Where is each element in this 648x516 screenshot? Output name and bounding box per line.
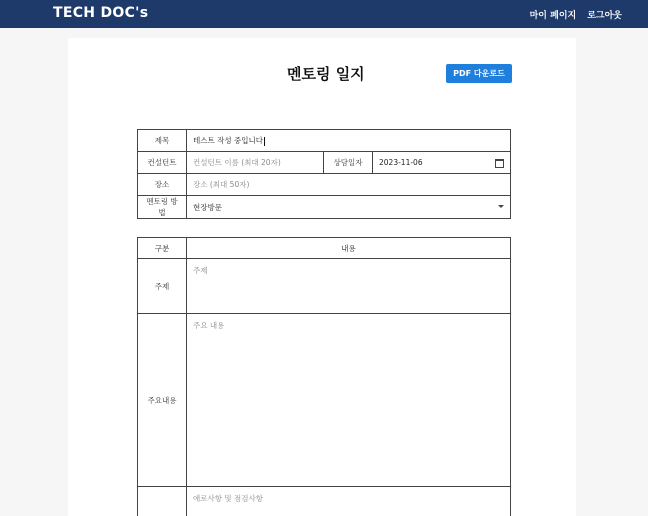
main-content-label: 주요내용 — [138, 314, 187, 487]
issues-label — [138, 487, 187, 516]
topic-label: 주제 — [138, 259, 187, 314]
title-label: 제목 — [138, 130, 187, 152]
method-select[interactable] — [187, 196, 511, 219]
chevron-down-icon — [498, 205, 504, 208]
logout-link[interactable]: 로그아웃 — [587, 11, 622, 21]
my-page-link[interactable]: 마이 페이지 — [529, 11, 577, 21]
top-navbar — [0, 0, 648, 28]
nav-links — [530, 8, 622, 21]
main-content-textarea[interactable] — [187, 314, 511, 487]
text-caret — [264, 137, 265, 146]
issues-textarea[interactable] — [187, 487, 511, 516]
calendar-icon[interactable] — [495, 159, 504, 168]
info-table — [137, 129, 511, 219]
date-input[interactable] — [373, 152, 511, 174]
main-content-placeholder: 주요 내용 — [193, 321, 225, 330]
method-value: 현장방문 — [193, 202, 222, 212]
site-logo[interactable]: TECH DOC's — [53, 5, 149, 21]
title-input[interactable] — [187, 130, 511, 152]
consultant-input[interactable]: 컨설턴트 이름 (최대 20자) — [187, 152, 324, 174]
topic-placeholder: 주제 — [193, 266, 208, 275]
place-label: 장소 — [138, 174, 187, 196]
method-label: 멘토링 방법 — [138, 196, 187, 219]
consultant-label: 컨설턴트 — [138, 152, 187, 174]
date-label: 상담일자 — [324, 152, 373, 174]
category-header: 구분 — [138, 238, 187, 259]
page-title: 멘토링 일지 — [287, 65, 365, 83]
place-input[interactable]: 장소 (최대 50자) — [187, 174, 511, 196]
topic-textarea[interactable] — [187, 259, 511, 314]
title-value: 테스트 작성 중입니다 — [193, 136, 263, 145]
date-value: 2023-11-06 — [379, 157, 423, 167]
issues-placeholder: 애로사항 및 점검사항 — [193, 494, 263, 503]
pdf-download-button[interactable]: PDF 다운로드 — [446, 64, 512, 83]
content-table — [137, 237, 511, 516]
content-header: 내용 — [187, 238, 511, 259]
